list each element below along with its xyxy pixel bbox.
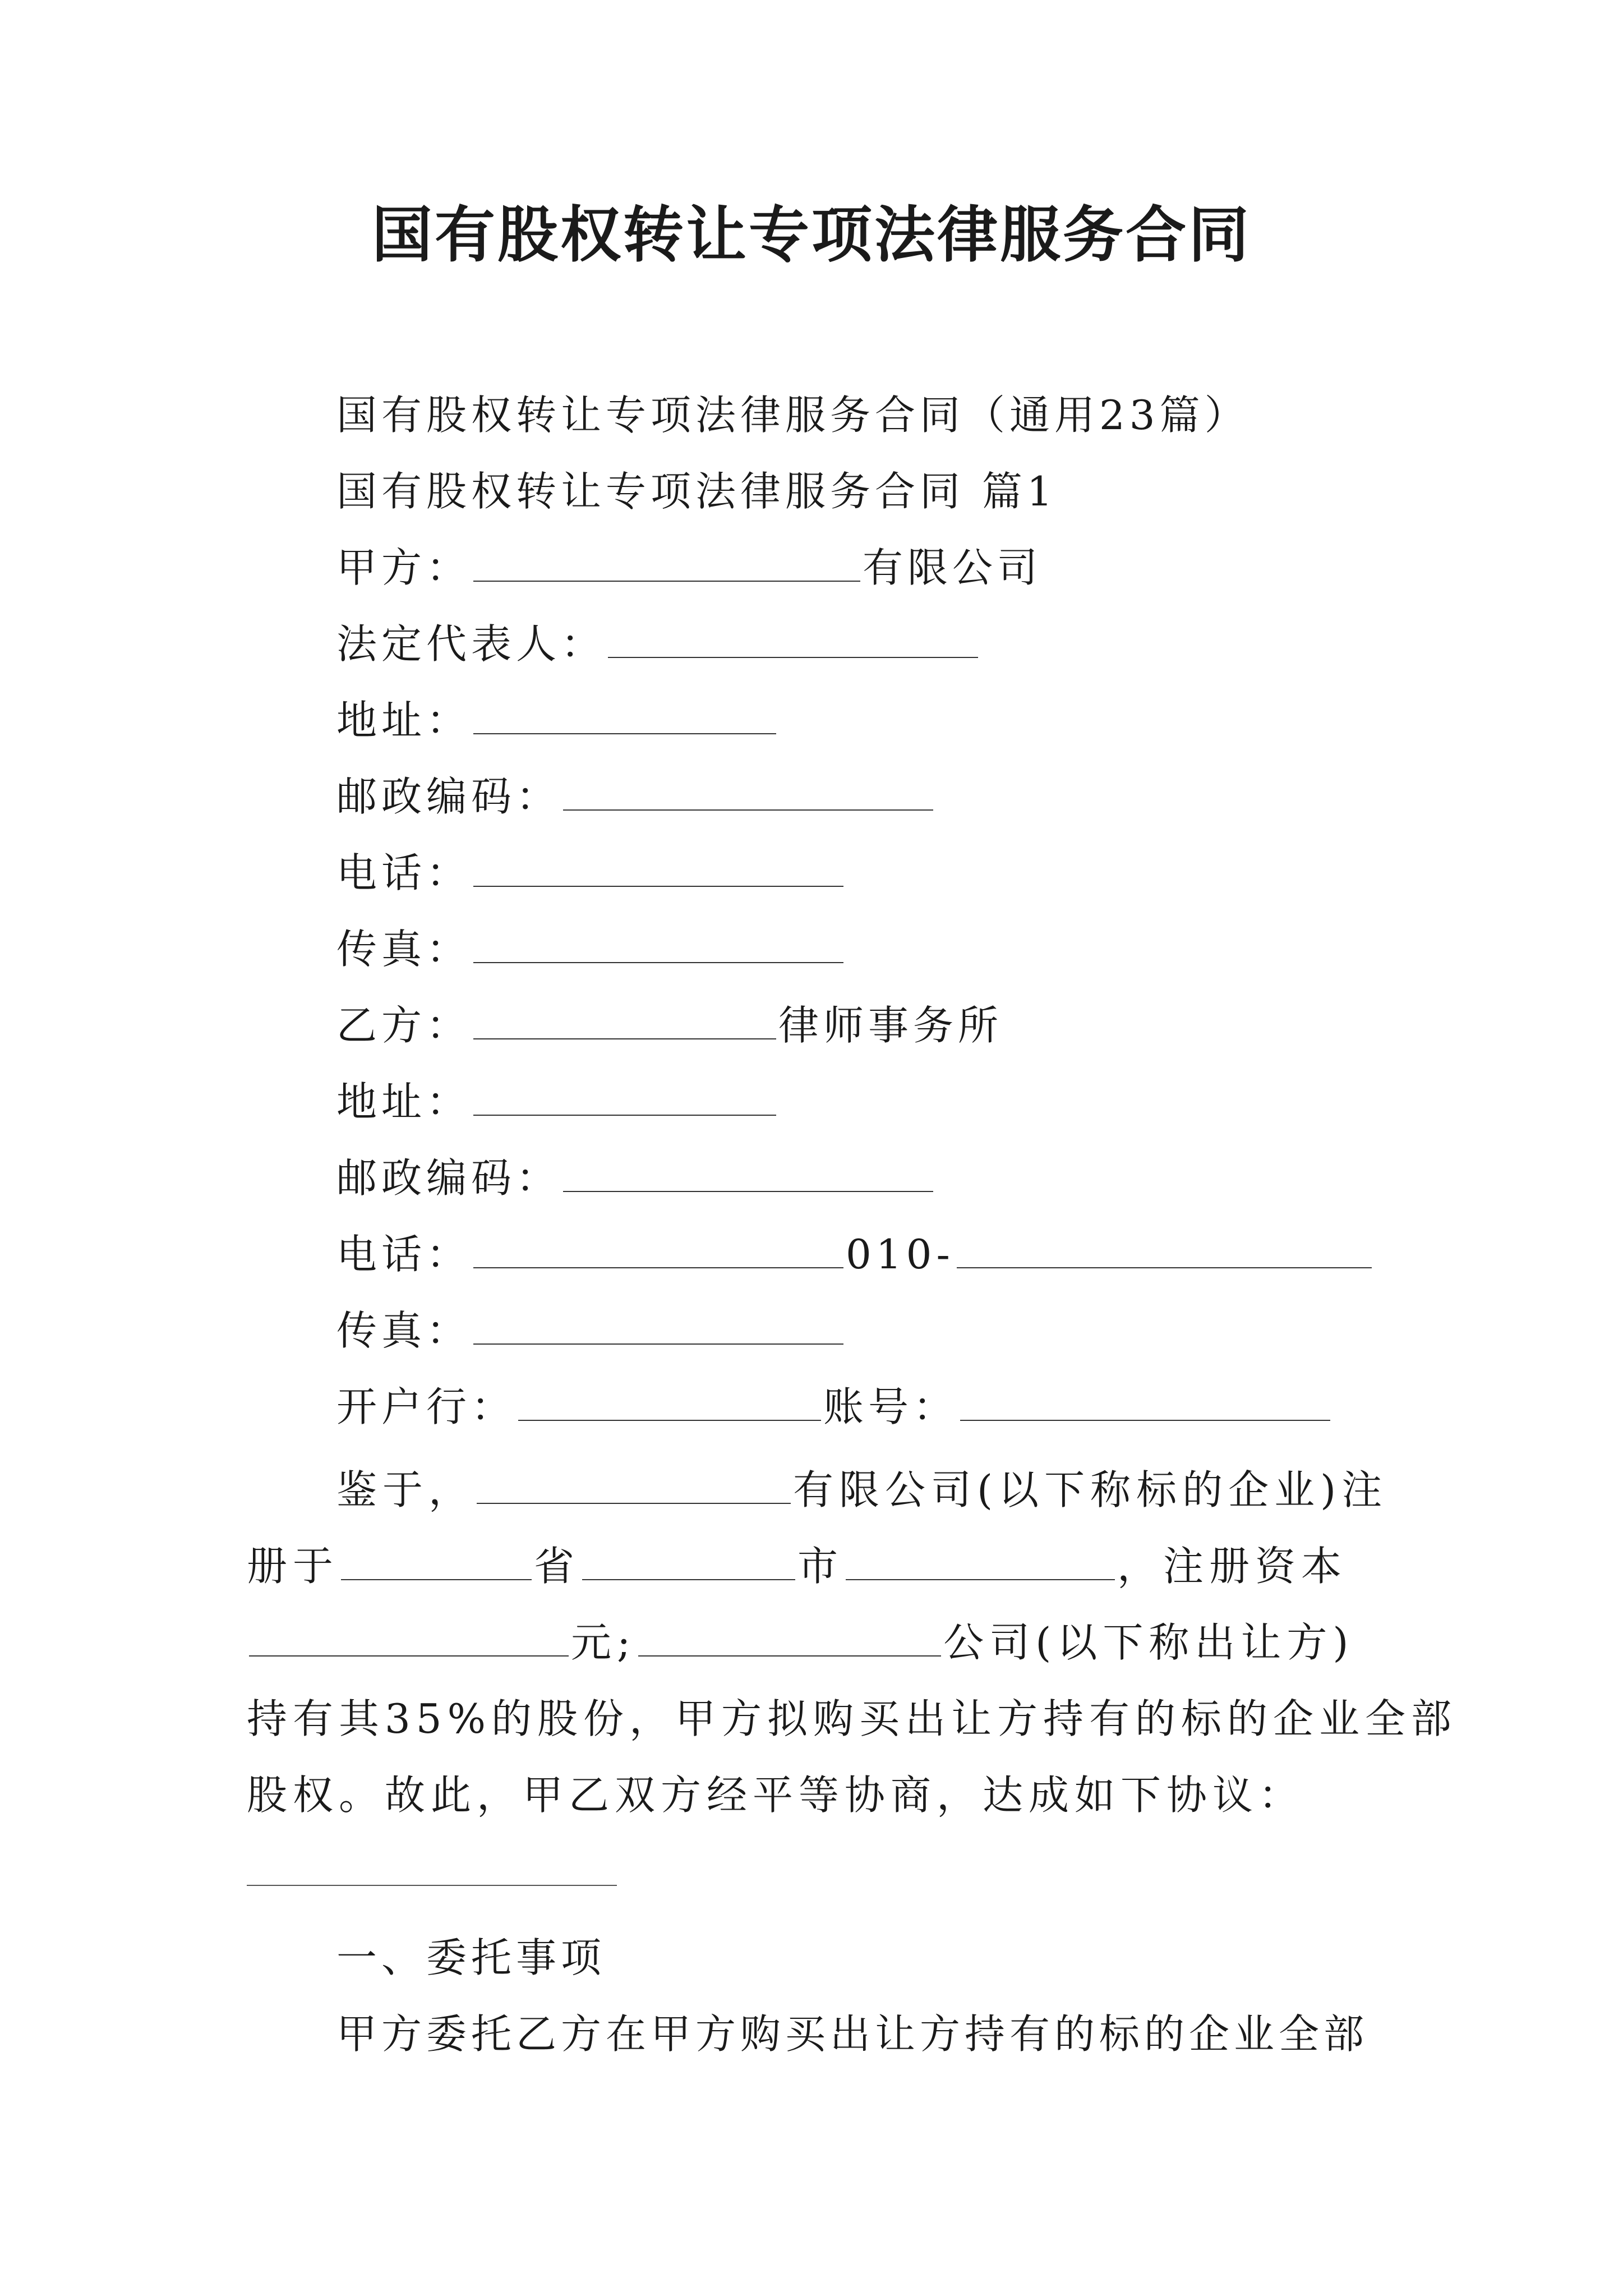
party-a-fax-line [336, 921, 846, 977]
recital-line-5: 股权。故此，甲乙双方经平等协商，达成如下协议： [247, 1772, 1305, 1819]
party-a-fax-label: 传真： [336, 926, 472, 973]
recital-text: 元; [571, 1619, 637, 1666]
recital-line-3 [247, 1604, 1396, 1681]
party-b-bank-label: 开户行： [336, 1383, 517, 1430]
party-b-address-label: 地址： [336, 1078, 472, 1125]
party-a-phone-field[interactable] [473, 852, 843, 887]
target-company-field[interactable] [477, 1469, 791, 1504]
party-a-rep-field[interactable] [608, 623, 978, 658]
party-a-phone-line [336, 845, 846, 901]
transferor-company-field[interactable] [638, 1622, 941, 1657]
party-b-label: 乙方： [336, 1002, 472, 1049]
recital-text: 省 [534, 1543, 580, 1590]
party-a-line [336, 540, 1042, 596]
clause-1-heading: 一、委托事项 [336, 1934, 606, 1981]
party-a-address-line [336, 692, 778, 748]
recital-line-2 [247, 1528, 1396, 1604]
party-a-suffix: 有限公司 [863, 544, 1043, 591]
party-b-address-field[interactable] [473, 1081, 776, 1116]
city-field[interactable] [582, 1545, 795, 1580]
section-heading: 国有股权转让专项法律服务合同 篇1 [336, 468, 1057, 515]
party-a-rep-line [336, 616, 980, 672]
party-b-account-field[interactable] [960, 1386, 1330, 1421]
party-b-bank-line [336, 1379, 1332, 1435]
party-a-address-field[interactable] [473, 700, 776, 734]
party-a-rep-label: 法定代表人： [336, 620, 606, 668]
recital-text: 册于 [247, 1543, 339, 1590]
party-b-suffix: 律师事务所 [778, 1002, 1003, 1049]
party-a-postcode-field[interactable] [563, 776, 933, 811]
document-subtitle: 国有股权转让专项法律服务合同（通用23篇） [336, 392, 1249, 439]
party-a-postcode-label: 邮政编码： [336, 773, 561, 820]
party-b-fax-field[interactable] [473, 1310, 843, 1345]
district-field[interactable] [846, 1545, 1115, 1580]
party-b-bank-field[interactable] [518, 1386, 821, 1421]
recital-text: 有限公司(以下称标的企业)注 [793, 1466, 1388, 1513]
party-a-address-label: 地址： [336, 697, 472, 744]
recital-text: 鉴于， [336, 1466, 475, 1513]
party-b-fax-line [336, 1303, 846, 1359]
party-a-label: 甲方： [336, 544, 472, 591]
party-b-phone-label: 电话： [336, 1231, 472, 1278]
party-b-phone-number-field[interactable] [957, 1234, 1372, 1268]
party-b-fax-label: 传真： [336, 1307, 472, 1354]
party-b-phone-line [336, 1226, 1374, 1282]
recital-text: 市 [797, 1543, 844, 1590]
party-a-name-field[interactable] [473, 547, 860, 582]
recital-text: ，注册资本 [1117, 1543, 1348, 1590]
party-b-postcode-field[interactable] [563, 1157, 933, 1192]
party-b-name-field[interactable] [473, 1005, 776, 1039]
party-a-phone-label: 电话： [336, 849, 472, 896]
registered-capital-field[interactable] [249, 1622, 569, 1657]
recital-line-4: 持有其35%的股份，甲方拟购买出让方持有的标的企业全部 [247, 1695, 1458, 1742]
party-b-postcode-line [336, 1150, 935, 1206]
page-title: 国有股权转让专项法律服务合同 [371, 200, 1251, 270]
province-field[interactable] [341, 1545, 532, 1580]
party-b-postcode-label: 邮政编码： [336, 1154, 561, 1202]
party-b-line [336, 997, 1003, 1053]
party-b-phone-field[interactable] [473, 1234, 843, 1268]
recital-line-1 [247, 1452, 1396, 1528]
divider [247, 1885, 617, 1886]
party-b-phone-code: 010- [846, 1231, 955, 1278]
party-a-fax-field[interactable] [473, 928, 843, 963]
party-b-address-line [336, 1074, 778, 1130]
clause-1-text: 甲方委托乙方在甲方购买出让方持有的标的企业全部 [336, 2010, 1369, 2058]
recital-paragraph [247, 1452, 1458, 1833]
party-a-postcode-line [336, 769, 935, 825]
recital-text: 公司(以下称出让方) [943, 1619, 1354, 1666]
party-b-account-label: 账号： [823, 1383, 958, 1430]
